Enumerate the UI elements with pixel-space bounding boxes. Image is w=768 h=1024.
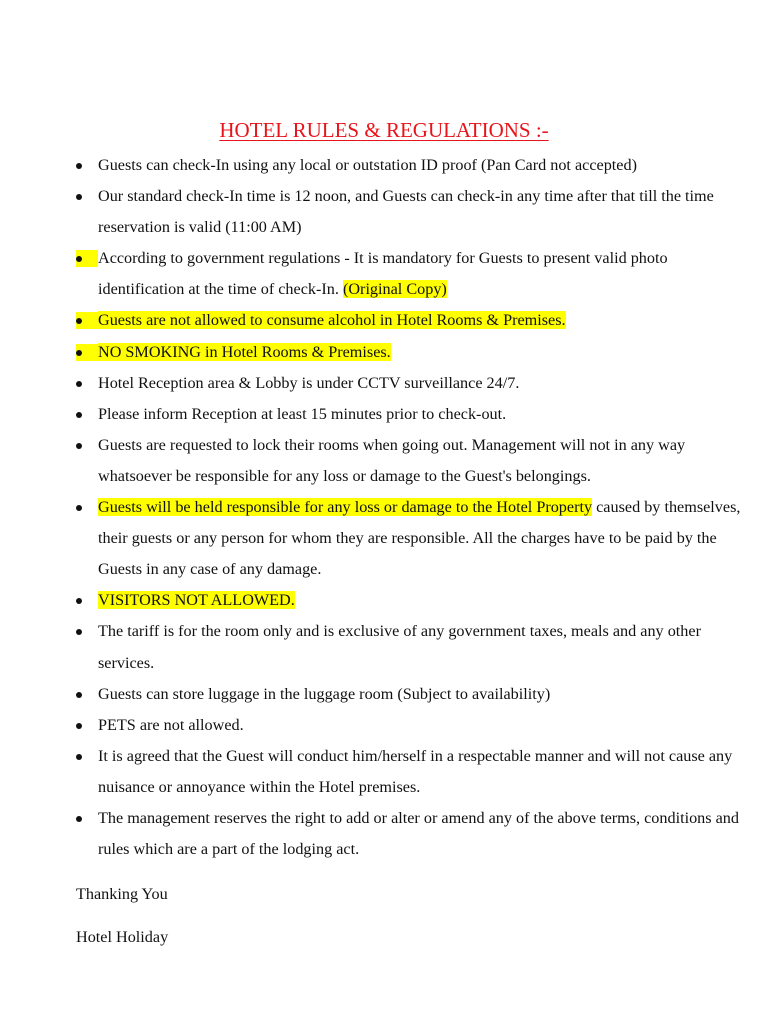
bullet-icon [76, 679, 98, 710]
bullet-icon [76, 430, 98, 461]
rule-text: Our standard check-In time is 12 noon, and Guests can check-in any time after that till the time reservation is valid (11:00 AM) [98, 187, 714, 237]
page-title: HOTEL RULES & REGULATIONS :- [219, 118, 549, 142]
rule-item [76, 679, 748, 710]
rule-text: Please inform Reception at least 15 minutes prior to check-out. [98, 404, 507, 423]
rule-item [76, 368, 748, 399]
rule-highlight: Guests are not allowed to consume alcohol in Hotel Rooms & Premises. [98, 311, 566, 330]
signature-text: Hotel Holiday [76, 928, 169, 946]
rule-item [76, 305, 748, 336]
rule-item [76, 616, 748, 678]
bullet-icon [76, 312, 98, 329]
rule-item [76, 803, 748, 865]
bullet-icon [76, 585, 98, 616]
rule-text: caused by themselves, their guests or any person for whom they are responsible. All the charges have to be paid by the Guests in any case of any damage. [98, 498, 741, 579]
rule-item [76, 337, 748, 368]
closing-text: Thanking You [76, 885, 168, 903]
rule-text: PETS are not allowed. [98, 715, 244, 734]
bullet-icon [76, 181, 98, 212]
bullet-icon [76, 710, 98, 741]
bullet-icon [76, 250, 98, 267]
rules-list [76, 150, 748, 865]
rule-item [76, 243, 748, 305]
rule-item [76, 585, 748, 616]
rule-highlight: VISITORS NOT ALLOWED. [98, 591, 295, 610]
rule-text: Guests can check-In using any local or outstation ID proof (Pan Card not accepted) [98, 156, 637, 174]
rule-item [76, 181, 748, 243]
rule-highlight: NO SMOKING in Hotel Rooms & Premises. [98, 342, 391, 361]
bullet-icon [76, 803, 98, 834]
rule-highlight: Guests will be held responsible for any loss or damage to the Hotel Property [98, 498, 593, 517]
rule-item [76, 430, 748, 492]
rule-item [76, 741, 748, 803]
bullet-icon [76, 344, 98, 361]
bullet-icon [76, 368, 98, 399]
rule-text: Guests can store luggage in the luggage room (Subject to availability) [98, 684, 551, 703]
bullet-icon [76, 741, 98, 772]
rule-text: It is agreed that the Guest will conduct him/herself in a respectable manner and will not cause any nuisance or annoyance within the Hotel premises. [98, 746, 733, 796]
rule-item [76, 710, 748, 741]
rule-item [76, 150, 748, 181]
bullet-icon [76, 150, 98, 181]
rule-text: Guests are requested to lock their rooms when going out. Management will not in any way whatsoever be responsible for any loss or damage to the Guest's belongings. [98, 435, 686, 485]
rule-item [76, 399, 748, 430]
rule-highlight: (Original Copy) [342, 280, 447, 299]
rule-item [76, 492, 748, 585]
bullet-icon [76, 399, 98, 430]
rule-text: Hotel Reception area & Lobby is under CCTV surveillance 24/7. [98, 373, 520, 392]
rule-text: According to government regulations - It is mandatory for Guests to present valid photo identification at the time of check-In. [98, 249, 668, 299]
rule-text: The tariff is for the room only and is exclusive of any government taxes, meals and any other services. [98, 622, 701, 672]
rule-text: The management reserves the right to add or alter or amend any of the above terms, conditions and rules which are a part of the lodging act. [98, 808, 739, 859]
bullet-icon [76, 492, 98, 523]
bullet-icon [76, 616, 98, 647]
